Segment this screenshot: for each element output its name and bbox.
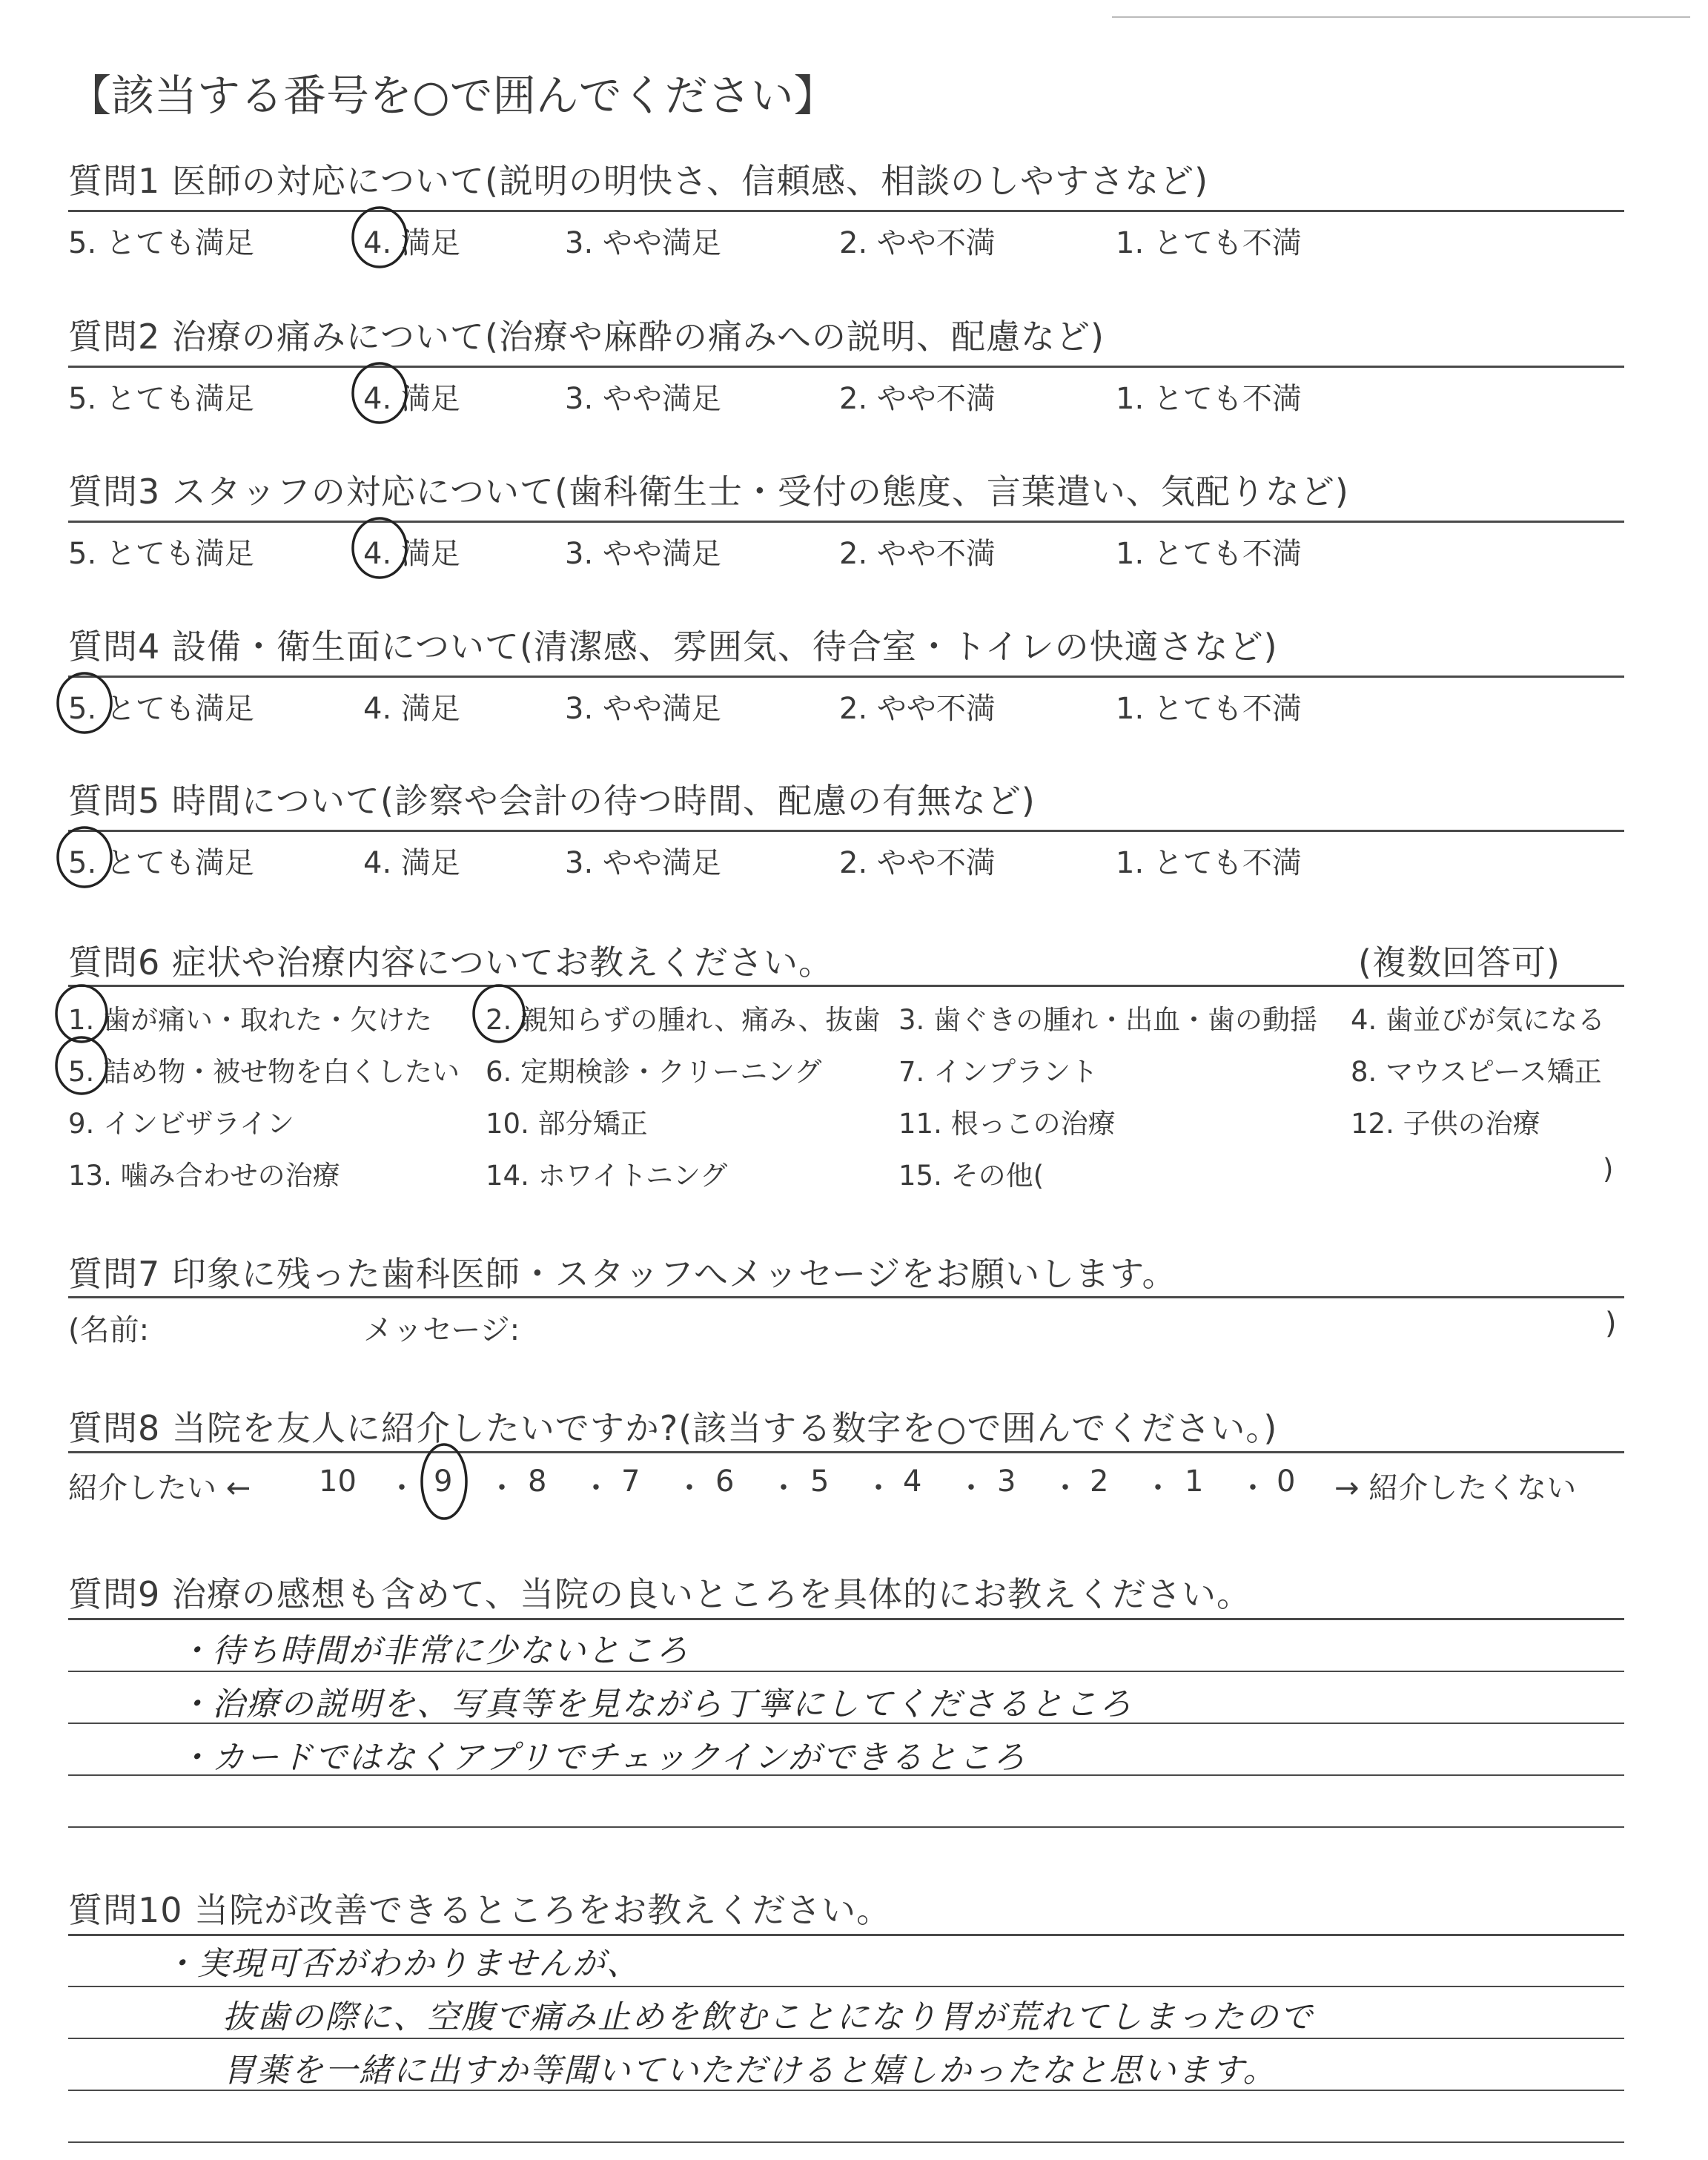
q6-option-6[interactable]: 6. 定期検診・クリーニング — [486, 1056, 822, 1088]
q6-option-1[interactable]: 1. 歯が痛い・取れた・欠けた — [68, 1004, 433, 1036]
q3-rule — [68, 521, 1624, 523]
q5-option-4[interactable]: 4. 満足 — [363, 846, 460, 880]
q8-scale-9[interactable]: 9 — [434, 1464, 453, 1499]
q1-rule — [68, 210, 1624, 212]
q8-scale-8[interactable]: 8 — [528, 1464, 547, 1499]
q8-scale-1[interactable]: 1 — [1185, 1464, 1204, 1499]
q2-option-1[interactable]: 1. とても不満 — [1116, 382, 1302, 416]
q7-title: 質問7 印象に残った歯科医師・スタッフへメッセージをお願いします。 — [68, 1254, 1177, 1294]
q6-option-7[interactable]: 7. インプラント — [898, 1056, 1099, 1088]
q4-title: 質問4 設備・衛生面について(清潔感、雰囲気、待合室・トイレの快適さなど) — [68, 627, 1278, 667]
q9-answer-3: ・カードではなくアプリでチェックインができるところ — [178, 1739, 1027, 1777]
q3-title: 質問3 スタッフの対応について(歯科衛生士・受付の態度、言葉遣い、気配りなど) — [68, 472, 1349, 512]
q1-option-3[interactable]: 3. やや満足 — [565, 226, 721, 260]
q6-option-9[interactable]: 9. インビザライン — [68, 1108, 294, 1140]
q5-rule — [68, 830, 1624, 832]
q8-scale-4[interactable]: 4 — [903, 1464, 922, 1499]
q6-rule — [68, 985, 1624, 987]
q3-option-4[interactable]: 4. 満足 — [363, 537, 460, 571]
q6-option-13[interactable]: 13. 噛み合わせの治療 — [68, 1160, 340, 1192]
q5-option-3[interactable]: 3. やや満足 — [565, 846, 721, 880]
q7-close-paren: ) — [1605, 1307, 1617, 1341]
q4-rule — [68, 676, 1624, 678]
q8-separator: ・ — [487, 1471, 517, 1505]
q9-answer-1: ・待ち時間が非常に少ないところ — [178, 1632, 689, 1670]
q3-option-5[interactable]: 5. とても満足 — [68, 537, 254, 571]
q10-rule-1 — [68, 1934, 1624, 1936]
q8-scale-5[interactable]: 5 — [810, 1464, 830, 1499]
q1-option-4[interactable]: 4. 満足 — [363, 226, 460, 260]
q6-option-10[interactable]: 10. 部分矯正 — [486, 1108, 648, 1140]
q8-separator: ・ — [581, 1471, 611, 1505]
q8-scale-6[interactable]: 6 — [715, 1464, 735, 1499]
q3-option-2[interactable]: 2. やや不満 — [839, 537, 996, 571]
q8-scale-10[interactable]: 10 — [319, 1464, 357, 1499]
q8-separator: ・ — [956, 1471, 986, 1505]
q6-option-4[interactable]: 4. 歯並びが気になる — [1351, 1004, 1606, 1036]
q1-option-1[interactable]: 1. とても不満 — [1116, 226, 1302, 260]
q8-left-label: 紹介したい ← — [68, 1471, 251, 1505]
q6-option-11[interactable]: 11. 根っこの治療 — [898, 1108, 1116, 1140]
q10-rule-3 — [68, 2038, 1624, 2039]
q5-title: 質問5 時間について(診察や会計の待つ時間、配慮の有無など) — [68, 781, 1036, 821]
q8-right-label: → 紹介したくない — [1334, 1471, 1577, 1505]
q6-note: (複数回答可) — [1358, 942, 1560, 982]
q6-option-8[interactable]: 8. マウスピース矯正 — [1351, 1056, 1602, 1088]
q9-title: 質問9 治療の感想も含めて、当院の良いところを具体的にお教えください。 — [68, 1574, 1251, 1614]
page-header: 【該当する番号を○で囲んでください】 — [68, 70, 837, 121]
q4-option-2[interactable]: 2. やや不満 — [839, 692, 996, 726]
q4-option-4[interactable]: 4. 満足 — [363, 692, 460, 726]
q8-separator: ・ — [387, 1471, 417, 1505]
q8-separator: ・ — [769, 1471, 798, 1505]
q10-rule-5 — [68, 2141, 1624, 2143]
q6-option-2[interactable]: 2. 親知らずの腫れ、痛み、抜歯 — [486, 1004, 881, 1036]
q6-title: 質問6 症状や治療内容についてお教えください。 — [68, 942, 833, 982]
q9-rule-5 — [68, 1826, 1624, 1828]
q9-answer-2: ・治療の説明を、写真等を見ながら丁寧にしてくださるところ — [178, 1685, 1133, 1723]
q2-option-5[interactable]: 5. とても満足 — [68, 382, 254, 416]
q8-title: 質問8 当院を友人に紹介したいですか?(該当する数字を○で囲んでください。) — [68, 1408, 1278, 1448]
q3-option-1[interactable]: 1. とても不満 — [1116, 537, 1302, 571]
q6-option-12[interactable]: 12. 子供の治療 — [1351, 1108, 1540, 1140]
q8-scale-0[interactable]: 0 — [1277, 1464, 1296, 1499]
q10-answer-1: ・実現可否がわかりませんが、 — [163, 1945, 640, 1983]
q4-option-1[interactable]: 1. とても不満 — [1116, 692, 1302, 726]
q8-separator: ・ — [864, 1471, 893, 1505]
q7-name-label: (名前: — [68, 1313, 150, 1347]
q2-option-2[interactable]: 2. やや不満 — [839, 382, 996, 416]
q8-scale-7[interactable]: 7 — [621, 1464, 640, 1499]
q6-option-5[interactable]: 5. 詰め物・被せ物を白くしたい — [68, 1056, 460, 1088]
top-edge-line — [1112, 16, 1690, 18]
q8-scale-2[interactable]: 2 — [1090, 1464, 1109, 1499]
q10-rule-2 — [68, 1986, 1624, 1987]
q2-rule — [68, 366, 1624, 368]
q7-message-label: メッセージ: — [363, 1313, 520, 1347]
q1-title: 質問1 医師の対応について(説明の明快さ、信頼感、相談のしやすさなど) — [68, 161, 1209, 201]
q4-option-3[interactable]: 3. やや満足 — [565, 692, 721, 726]
q10-answer-2: 抜歯の際に、空腹で痛み止めを飲むことになり胃が荒れてしまったので — [222, 1998, 1314, 2036]
q3-option-3[interactable]: 3. やや満足 — [565, 537, 721, 571]
q6-option-3[interactable]: 3. 歯ぐきの腫れ・出血・歯の動揺 — [898, 1004, 1318, 1036]
q8-scale-3[interactable]: 3 — [997, 1464, 1016, 1499]
q5-option-5[interactable]: 5. とても満足 — [68, 846, 254, 880]
q2-title: 質問2 治療の痛みについて(治療や麻酔の痛みへの説明、配慮など) — [68, 317, 1105, 357]
q9-rule-1 — [68, 1618, 1624, 1620]
q10-title: 質問10 当院が改善できるところをお教えください。 — [68, 1890, 892, 1930]
q1-option-5[interactable]: 5. とても満足 — [68, 226, 254, 260]
q7-rule — [68, 1296, 1624, 1298]
q6-option-15[interactable]: 15. その他( — [898, 1160, 1045, 1192]
q8-separator: ・ — [1238, 1471, 1268, 1505]
q8-separator: ・ — [1050, 1471, 1080, 1505]
q6-option-14[interactable]: 14. ホワイトニング — [486, 1160, 728, 1192]
q8-separator: ・ — [1143, 1471, 1173, 1505]
q4-option-5[interactable]: 5. とても満足 — [68, 692, 254, 726]
q8-separator: ・ — [675, 1471, 704, 1505]
q2-option-4[interactable]: 4. 満足 — [363, 382, 460, 416]
q5-option-2[interactable]: 2. やや不満 — [839, 846, 996, 880]
q10-answer-3: 胃薬を一緒に出すか等聞いていただけると嬉しかったなと思います。 — [222, 2052, 1277, 2090]
q5-option-1[interactable]: 1. とても不満 — [1116, 846, 1302, 880]
q1-option-2[interactable]: 2. やや不満 — [839, 226, 996, 260]
q6-other-close: ) — [1603, 1153, 1614, 1185]
q8-rule — [68, 1451, 1624, 1453]
q2-option-3[interactable]: 3. やや満足 — [565, 382, 721, 416]
